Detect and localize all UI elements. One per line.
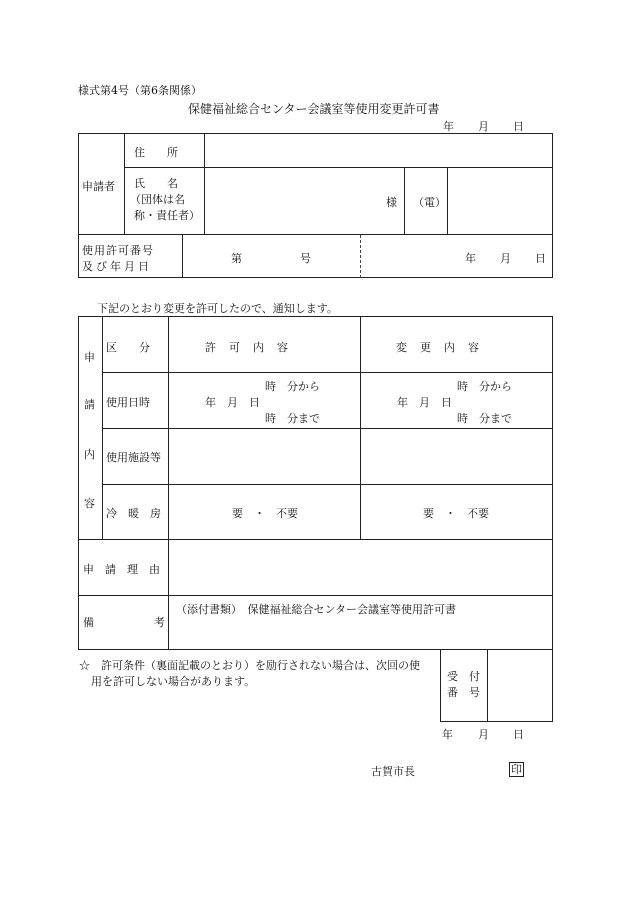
header-date-month: 月 <box>478 120 489 133</box>
tel-label: （電） <box>413 196 446 209</box>
permitted-time-to: 時 分まで <box>265 412 320 425</box>
changed-date: 年 月 日 <box>397 396 452 409</box>
name-label-sub1: （団体は名 <box>130 193 185 206</box>
facility-label: 使用施設等 <box>106 451 161 464</box>
usage-datetime-label: 使用日時 <box>106 396 150 409</box>
go-label: 号 <box>300 252 311 265</box>
receipt-label-1: 受 付 <box>447 670 480 683</box>
permit-month: 月 <box>500 252 511 265</box>
remarks-text: （添付書類） 保健福祉総合センター会議室等使用許可書 <box>176 603 457 616</box>
hvac-label: 冷 暖 房 <box>106 507 161 520</box>
side-label-2: 請 <box>84 398 95 411</box>
footer-day: 日 <box>513 728 524 741</box>
changed-time-to: 時 分まで <box>457 412 512 425</box>
address-label: 住 所 <box>134 146 178 159</box>
name-label: 氏 名 <box>134 177 178 190</box>
reason-label: 申 請 理 由 <box>83 563 160 576</box>
name-label-sub2: 称・責任者） <box>134 209 200 222</box>
form-number: 様式第4号（第6条関係） <box>78 84 202 97</box>
permitted-date: 年 月 日 <box>205 396 260 409</box>
seal-mark: 印 <box>511 763 522 776</box>
document-title: 保健福祉総合センター会議室等使用変更許可書 <box>188 102 440 116</box>
mayor-label: 古賀市長 <box>371 765 415 778</box>
remarks-label-2: 考 <box>154 616 165 629</box>
sama-label: 様 <box>386 196 397 209</box>
permitted-header: 許 可 内 容 <box>205 341 289 354</box>
header-date-year: 年 <box>443 120 454 133</box>
notice-text: 下記のとおり変更を許可したので、通知します。 <box>97 302 338 315</box>
side-label-1: 申 <box>84 351 95 364</box>
permitted-time-from: 時 分から <box>265 380 320 393</box>
note-line2: 用を許可しない場合があります。 <box>91 675 256 688</box>
dai-label: 第 <box>231 252 242 265</box>
side-label-3: 内 <box>84 448 95 461</box>
footer-month: 月 <box>478 728 489 741</box>
applicant-label: 申請者 <box>82 180 115 193</box>
permit-date-label: 及び年月日 <box>82 260 152 273</box>
footer-year: 年 <box>442 728 453 741</box>
remarks-label-1: 備 <box>83 616 94 629</box>
receipt-label-2: 番 号 <box>447 686 480 699</box>
changed-header: 変 更 内 容 <box>396 341 480 354</box>
category-header: 区 分 <box>106 341 150 354</box>
permit-number-label: 使用許可番号 <box>82 244 154 257</box>
permitted-hvac-choice: 要 ・ 不要 <box>232 507 298 520</box>
note-line1: ☆ 許可条件（裏面記載のとおり）を励行されない場合は、次回の使 <box>79 659 420 672</box>
changed-time-from: 時 分から <box>457 380 512 393</box>
permit-day: 日 <box>535 252 546 265</box>
change-table <box>78 316 553 650</box>
header-date-day: 日 <box>513 120 524 133</box>
changed-hvac-choice: 要 ・ 不要 <box>423 507 489 520</box>
side-label-4: 容 <box>84 497 95 510</box>
permit-year: 年 <box>465 252 476 265</box>
